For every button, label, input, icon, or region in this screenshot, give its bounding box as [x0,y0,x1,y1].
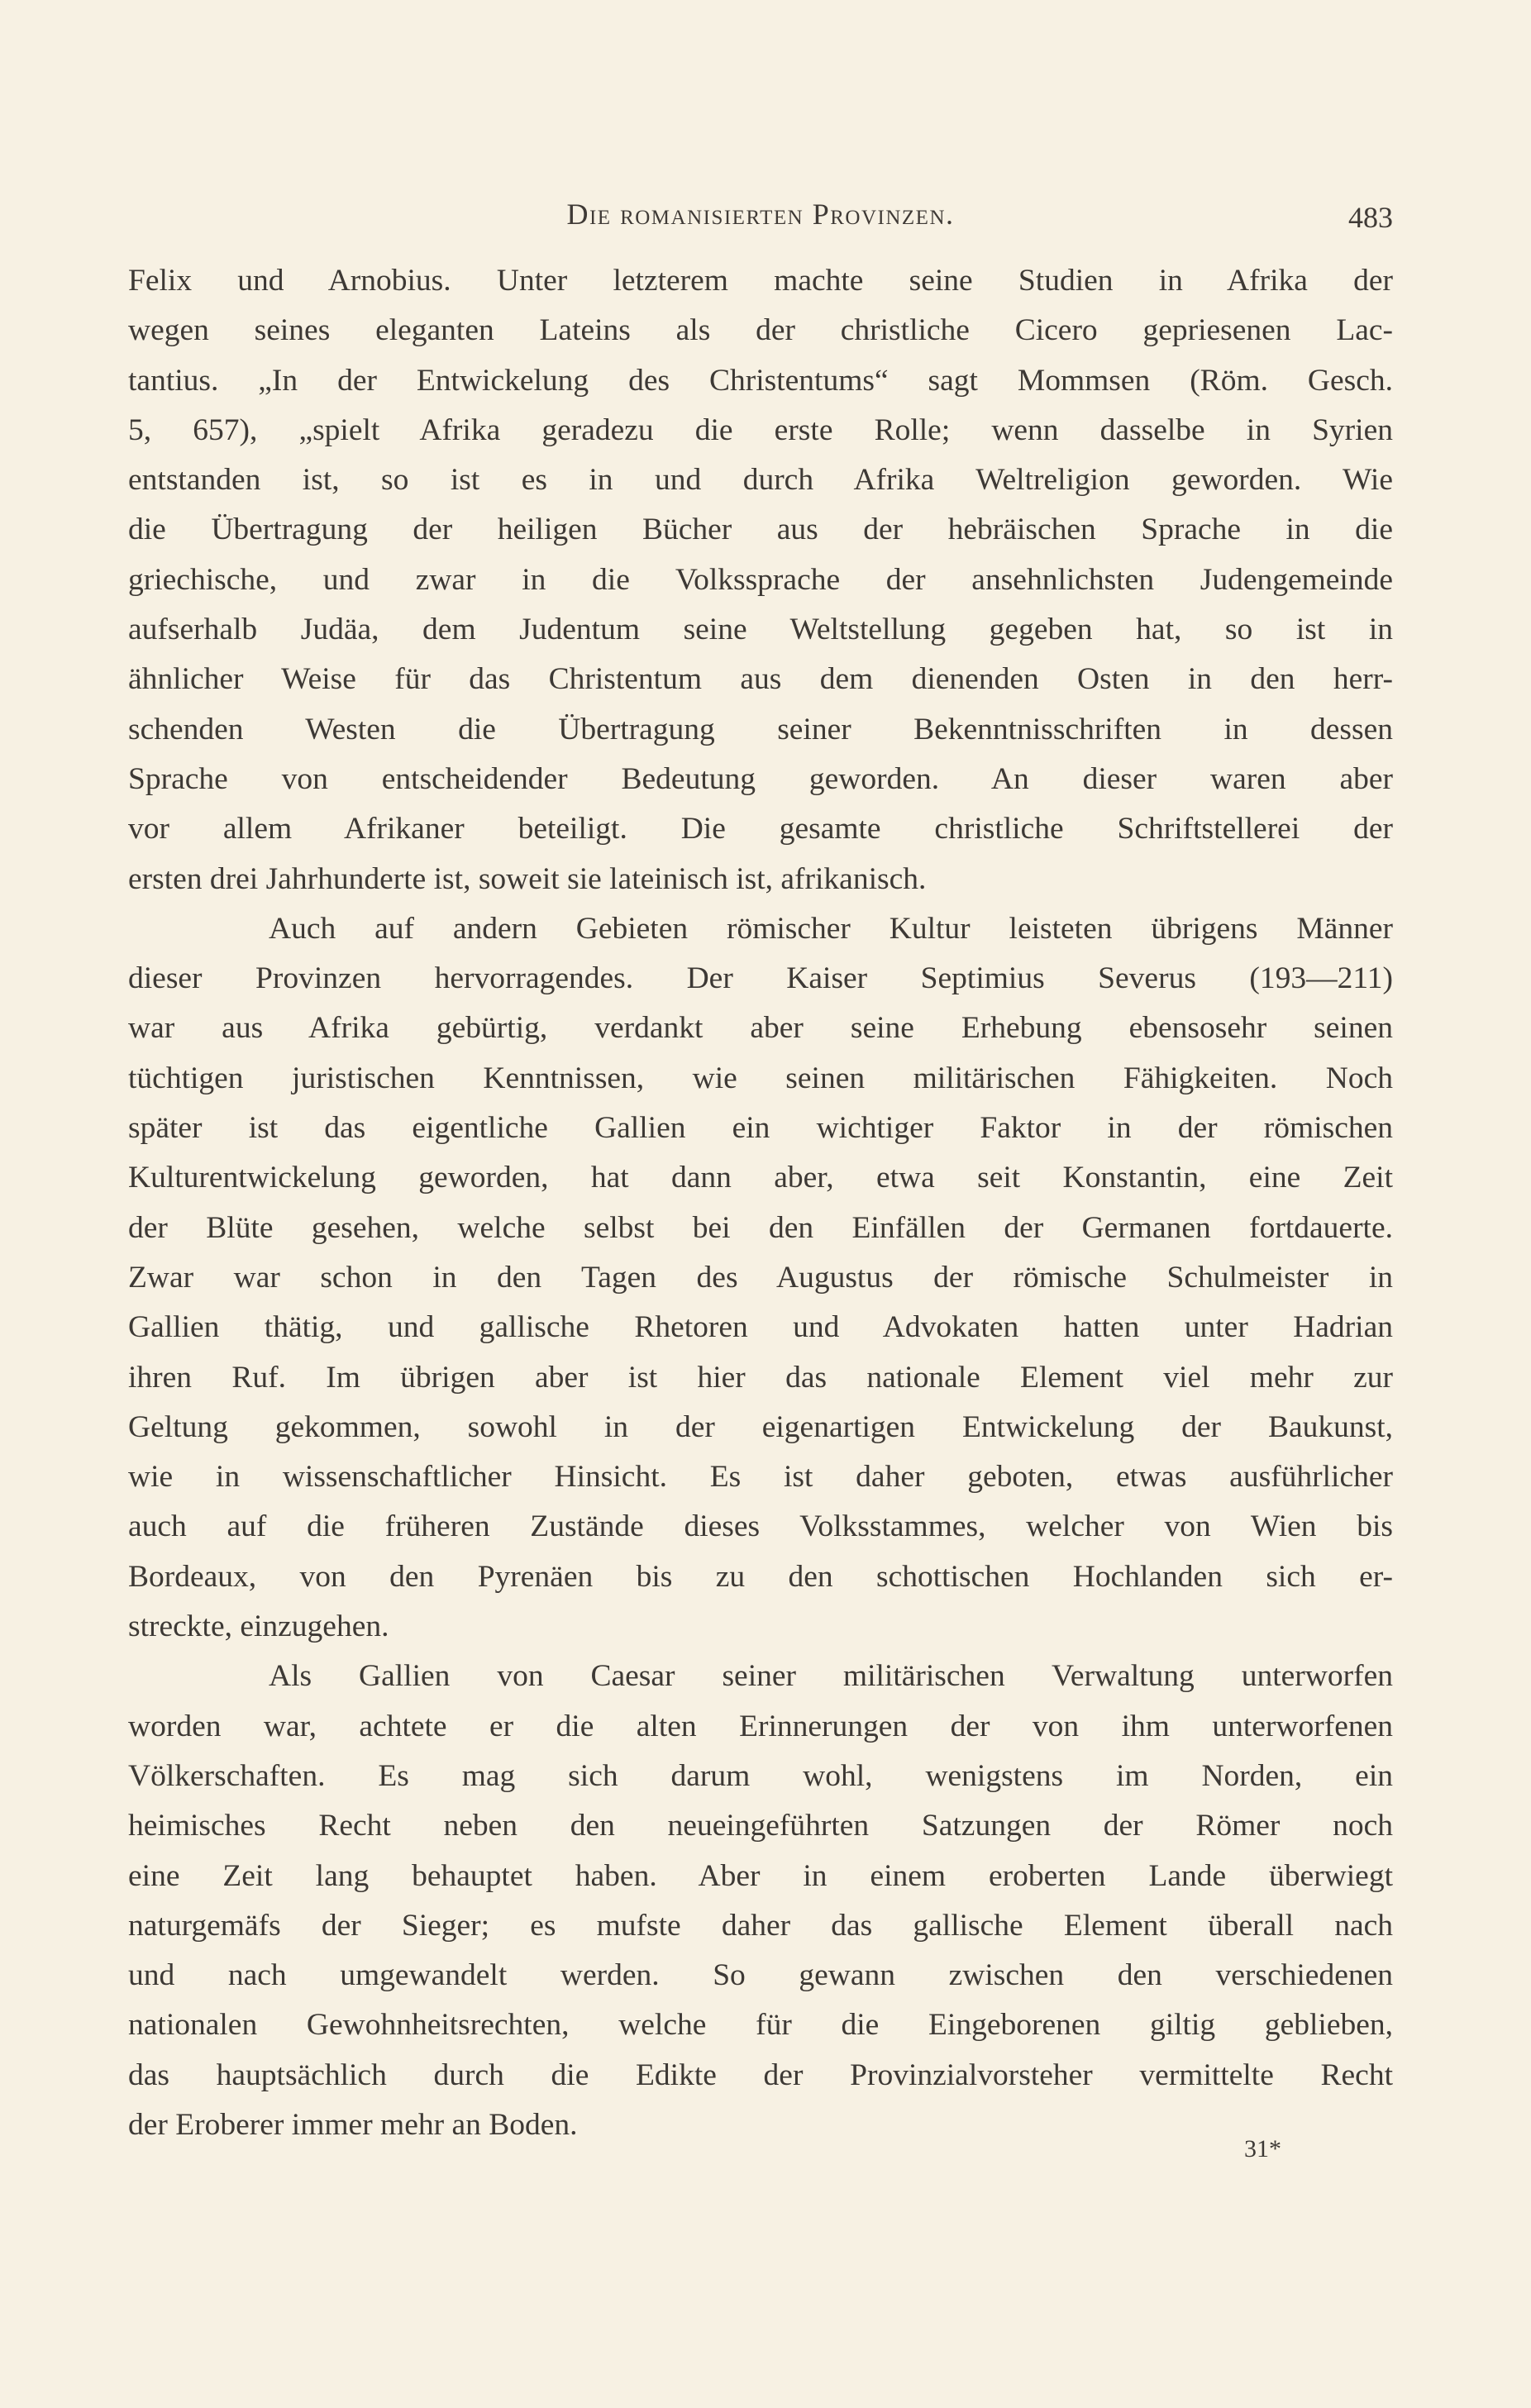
text-line: das hauptsächlich durch die Edikte der Provinzialvorsteher vermittelte Recht [128,2058,1393,2092]
text-line: Als Gallien von Caesar seiner militärischen Verwaltung unterworfen [269,1659,1393,1694]
text-line: 5, 657), „spielt Afrika geradezu die erste Rolle; wenn dasselbe in Syrien [128,412,1393,447]
text-line: Sprache von entscheidender Bedeutung geworden. An dieser waren aber [128,761,1393,796]
text-line: streckte, einzugehen. [128,1609,389,1644]
text-line: der Blüte gesehen, welche selbst bei den Einfällen der Germanen fortdauerte. [128,1210,1393,1245]
text-line: griechische, und zwar in die Volkssprache der ansehnlichsten Judengemeinde [128,562,1393,597]
text-line: nationalen Gewohnheitsrechten, welche für die Eingeborenen giltig geblieben, [128,2008,1393,2043]
text-line: der Eroberer immer mehr an Boden. [128,2107,578,2142]
text-line: Kulturentwickelung geworden, hat dann aber, etwa seit Konstantin, eine Zeit [128,1161,1393,1195]
text-line: schenden Westen die Übertragung seiner Bekenntnisschriften in dessen [128,712,1393,746]
paragraph [128,256,1393,904]
text-line: auch auf die früheren Zustände dieses Volksstammes, welcher von Wien bis [128,1509,1393,1544]
text-line: aufserhalb Judäa, dem Judentum seine Weltstellung gegeben hat, so ist in [128,613,1393,647]
text-line: naturgemäfs der Sieger; es mufste daher das gallische Element überall nach [128,1908,1393,1943]
text-line: heimisches Recht neben den neueingeführten Satzungen der Römer noch [128,1809,1393,1843]
text-line: wegen seines eleganten Lateins als der christliche Cicero gepriesenen Lac- [128,313,1393,348]
signature-mark: 31* [1244,2135,1281,2162]
text-line: war aus Afrika gebürtig, verdankt aber seine Erhebung ebensosehr seinen [128,1011,1393,1046]
text-line: Felix und Arnobius. Unter letzterem machte seine Studien in Afrika der [128,264,1393,298]
text-line: Zwar war schon in den Tagen des Augustus der römische Schulmeister in [128,1260,1393,1295]
text-line: und nach umgewandelt werden. So gewann zwischen den verschiedenen [128,1958,1393,1993]
text-line: tüchtigen juristischen Kenntnissen, wie seinen militärischen Fähigkeiten. Noch [128,1061,1393,1095]
text-line: Gallien thätig, und gallische Rhetoren und Advokaten hatten unter Hadrian [128,1310,1393,1345]
paragraph [128,904,1393,1652]
text-line: ersten drei Jahrhunderte ist, soweit sie lateinisch ist, afrikanisch. [128,861,927,896]
running-title: Die romanisierten Provinzen. [566,198,955,231]
page-number: 483 [1348,201,1393,234]
text-line: später ist das eigentliche Gallien ein wichtiger Faktor in der römischen [128,1111,1393,1146]
text-line: ihren Ruf. Im übrigen aber ist hier das nationale Element viel mehr zur [128,1360,1393,1395]
text-line: Bordeaux, von den Pyrenäen bis zu den schottischen Hochlanden sich er- [128,1559,1393,1594]
text-line: Geltung gekommen, sowohl in der eigenartigen Entwickelung der Baukunst, [128,1409,1393,1444]
text-line: Auch auf andern Gebieten römischer Kultur leisteten übrigens Männer [269,911,1393,946]
text-line: eine Zeit lang behauptet haben. Aber in einem eroberten Lande überwiegt [128,1858,1393,1893]
text-line: worden war, achtete er die alten Erinnerungen der von ihm unterworfenen [128,1709,1393,1743]
body-text [128,256,1393,2150]
text-line: tantius. „In der Entwickelung des Christentums“ sagt Mommsen (Röm. Gesch. [128,363,1393,398]
text-line: wie in wissenschaftlicher Hinsicht. Es ist daher geboten, etwas ausführlicher [128,1460,1393,1495]
text-line: Völkerschaften. Es mag sich darum wohl, wenigstens im Norden, ein [128,1758,1393,1793]
text-line: entstanden ist, so ist es in und durch Afrika Weltreligion geworden. Wie [128,463,1393,498]
paragraph [128,1652,1393,2150]
text-line: die Übertragung der heiligen Bücher aus der hebräischen Sprache in die [128,513,1393,547]
running-header [128,197,1393,246]
text-line: ähnlicher Weise für das Christentum aus dem dienenden Osten in den herr- [128,662,1393,697]
text-line: vor allem Afrikaner beteiligt. Die gesamte christliche Schriftstellerei der [128,812,1393,846]
text-line: dieser Provinzen hervorragendes. Der Kaiser Septimius Severus (193—211) [128,961,1393,996]
